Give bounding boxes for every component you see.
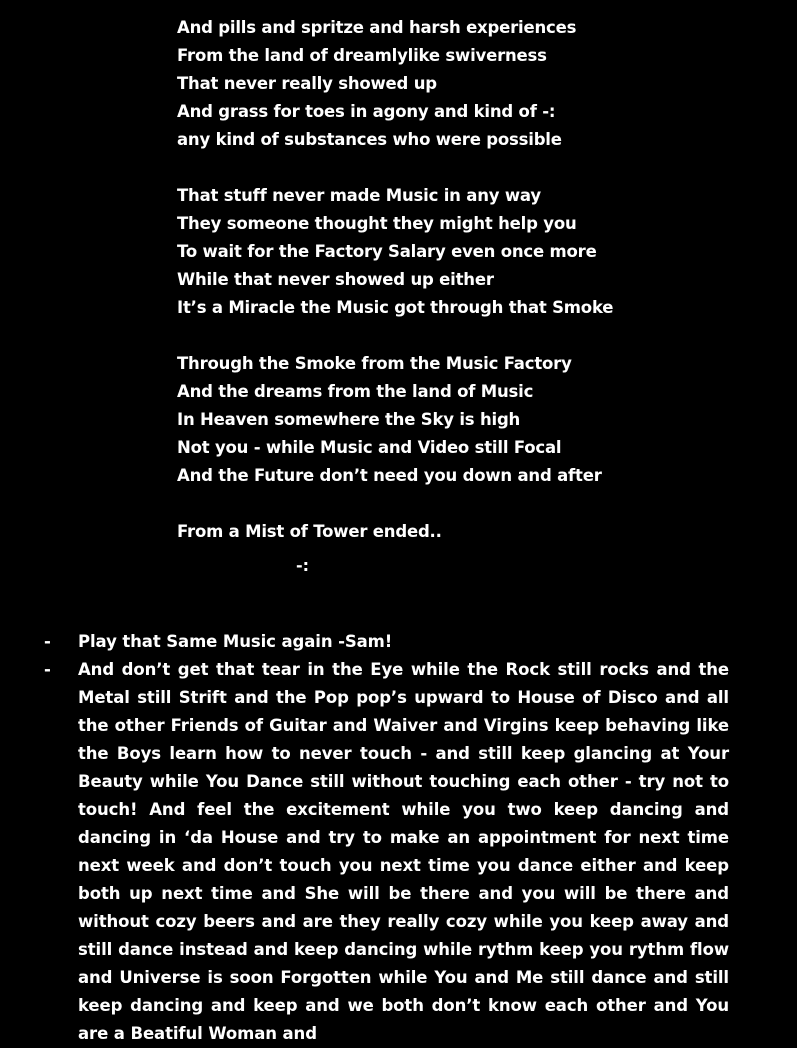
dash-bullet: - [44,632,51,651]
poem-line: Through the Smoke from the Music Factory [177,354,572,373]
poem-line: And the Future don’t need you down and after [177,466,602,485]
dialogue-item [0,628,797,656]
poem-line: They someone thought they might help you [177,214,577,233]
poem-line: That never really showed up [177,74,437,93]
poem-line: In Heaven somewhere the Sky is high [177,410,521,429]
dialogue-item [0,656,797,1048]
stanza-4 [177,518,777,546]
dialogue-list [0,628,797,1048]
stanza-1 [177,14,777,154]
poem-line: To wait for the Factory Salary even once more [177,242,597,261]
dialogue-text: Play that Same Music again -Sam! [78,632,393,651]
poem [177,14,777,574]
poem-line: It’s a Miracle the Music got through that Smoke [177,298,614,317]
poem-line: And grass for toes in agony and kind of -: [177,102,556,121]
poem-line: From a Mist of Tower ended.. [177,522,442,541]
separator-mark: -: [296,556,310,575]
poem-line: any kind of substances who were possible [177,130,562,149]
poem-line: That stuff never made Music in any way [177,186,541,205]
stanza-2 [177,182,777,322]
dialogue-text: And don’t get that tear in the Eye while the Rock still rocks and the Metal still Strift and the Pop pop’s upward to House of Disco and all the other Friends of Guitar and Waiver and Virgins keep behaving like the Boys learn how to never touch - and still keep glancing at Your Beauty while You Dance still without touching each other - try not to touch! And feel the excitement while you two keep dancing and dancing in ‘da House and try to make an appointment for next time next week and don’t touch you next time you dance either and keep both up next time and She will be there and you will be there and without cozy beers and are they really cozy while you keep away and still dance instead and keep dancing while rythm keep you rythm flow and Universe is soon Forgotten while You and Me still dance and still keep dancing and keep and we both don’t know each other and You are a Beatiful Woman and [78,660,729,1043]
poem-line: Not you - while Music and Video still Focal [177,438,562,457]
poem-line: And the dreams from the land of Music [177,382,534,401]
poem-line: From the land of dreamlylike swiverness [177,46,547,65]
poem-line: While that never showed up either [177,270,494,289]
poem-line: And pills and spritze and harsh experiences [177,18,577,37]
dash-bullet: - [44,660,51,679]
stanza-3 [177,350,777,490]
